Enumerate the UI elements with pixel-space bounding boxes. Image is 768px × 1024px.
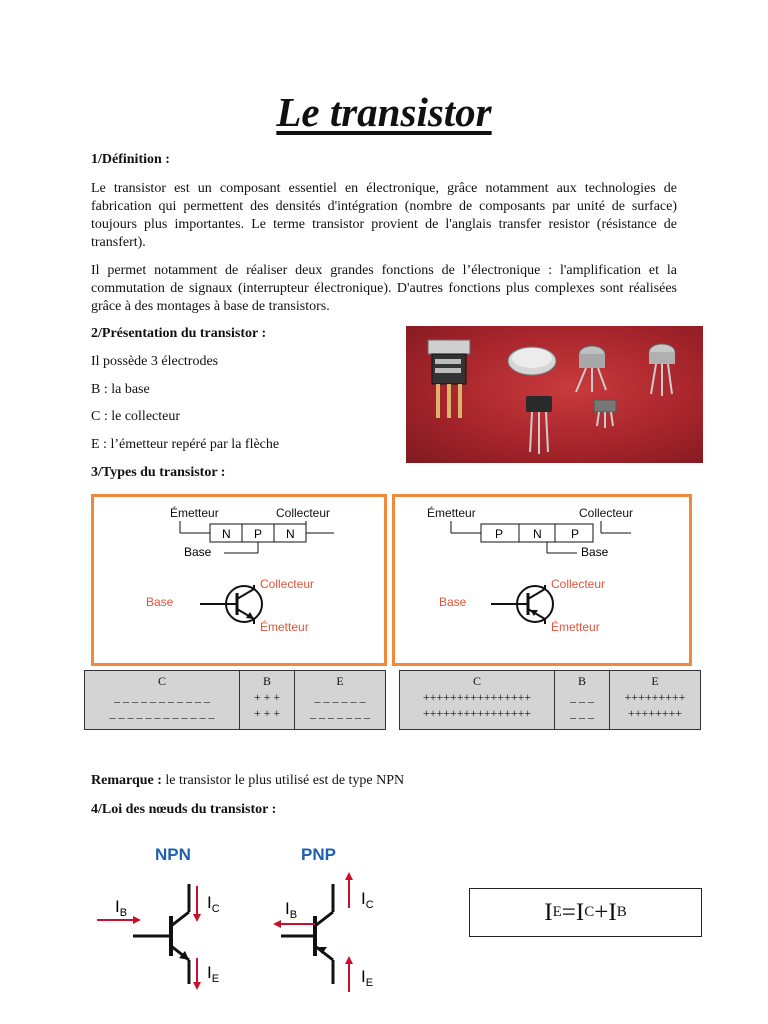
pnp-header-b: B <box>577 674 586 688</box>
pnp-symbol-collector: Collecteur <box>551 577 606 591</box>
heading-presentation: 2/Présentation du transistor : <box>91 326 267 341</box>
npn-emitter-label: Émetteur <box>170 506 219 520</box>
formula-ie-letter: I <box>544 898 553 926</box>
remark-label: Remarque : <box>91 773 162 788</box>
electrode-base: B : la base <box>91 382 150 397</box>
electrode-count: Il possède 3 électrodes <box>91 354 219 369</box>
npn-symbol-collector: Collecteur <box>260 577 315 591</box>
pnp-cell-n: N <box>533 527 542 541</box>
npn-b-row1: + + + <box>253 690 281 704</box>
definition-paragraph-1: Le transistor est un composant essentiel en électronique, grâce notamment aux technologies de fabrication qui permettent des densités d'intégration (nombre de composants par unité de surface) toujours plus importantes. Le terme transistor provient de l'anglais transfer resistor (résistance de transfert). <box>91 181 677 250</box>
pnp-col-e <box>610 671 701 730</box>
heading-types: 3/Types du transistor : <box>91 465 226 480</box>
pnp-charge-table <box>399 670 701 730</box>
remark-text: le transistor le plus utilisé est de type NPN <box>161 773 405 788</box>
npn-e-row1: _ _ _ _ _ _ <box>314 690 366 704</box>
pnp-col-c <box>400 671 555 730</box>
pnp-ic-label: $I_C$ <box>361 889 374 911</box>
current-diagram <box>91 832 391 1010</box>
npn-base-label: Base <box>184 545 212 559</box>
pnp-header-e: E <box>651 674 659 688</box>
pnp-e-row2: ++++++++ <box>627 706 683 720</box>
npn-collector-label: Collecteur <box>276 506 331 520</box>
npn-ib-label: $I_B$ <box>115 897 128 919</box>
npn-cell-p: P <box>254 527 263 541</box>
pnp-emitter-label: Émetteur <box>427 506 476 520</box>
npn-b-row2: + + + <box>253 706 281 720</box>
npn-cell-n2: N <box>286 527 295 541</box>
npn-col-b <box>240 671 295 730</box>
pnp-diagram-panel <box>392 494 692 666</box>
heading-definition: 1/Définition : <box>91 152 170 167</box>
electrode-collector: C : le collecteur <box>91 409 181 424</box>
npn-header-b: B <box>262 674 271 688</box>
npn-col-e <box>295 671 386 730</box>
pnp-collector-label: Collecteur <box>579 506 634 520</box>
formula-plus: + <box>594 898 609 926</box>
pnp-cell-p2: P <box>571 527 580 541</box>
npn-c-row1: _ _ _ _ _ _ _ _ _ _ _ <box>114 690 210 704</box>
formula-ie-sub: E <box>552 904 562 920</box>
formula-equals: = <box>561 898 576 926</box>
npn-e-row2: _ _ _ _ _ _ _ <box>310 706 370 720</box>
pnp-title: PNP <box>301 845 336 864</box>
npn-c-row2: _ _ _ _ _ _ _ _ _ _ _ _ <box>109 706 215 720</box>
formula-ib-letter: I <box>608 898 617 926</box>
remark <box>91 773 404 789</box>
electrode-emitter: E : l’émetteur repéré par la flèche <box>91 437 280 452</box>
npn-title: NPN <box>155 845 191 864</box>
formula-ib-sub: B <box>616 904 627 920</box>
pnp-ie-label: $I_E$ <box>361 967 374 989</box>
pnp-cell-p1: P <box>495 527 504 541</box>
pnp-e-row1: +++++++++ <box>624 690 686 704</box>
npn-ic-label: $I_C$ <box>207 893 220 915</box>
npn-charge-table <box>84 670 386 730</box>
node-law-formula <box>469 888 702 937</box>
npn-cell-n1: N <box>222 527 231 541</box>
npn-symbol-emitter: Émetteur <box>260 620 309 634</box>
pnp-col-b <box>555 671 610 730</box>
npn-col-c <box>85 671 240 730</box>
npn-header-e: E <box>336 674 344 688</box>
pnp-c-row1: ++++++++++++++++ <box>422 690 532 704</box>
pnp-header-c: C <box>472 674 481 688</box>
npn-symbol-base: Base <box>146 595 174 609</box>
pnp-symbol-base: Base <box>439 595 467 609</box>
heading-node-law: 4/Loi des nœuds du transistor : <box>91 802 277 817</box>
npn-diagram-panel <box>91 494 387 666</box>
formula-ic-sub: C <box>584 904 595 920</box>
pnp-symbol-emitter: Émetteur <box>551 620 600 634</box>
pnp-ib-label: $I_B$ <box>285 899 298 921</box>
transistors-photo <box>406 326 703 463</box>
pnp-c-row2: ++++++++++++++++ <box>422 706 532 720</box>
transistors-illustration <box>406 326 703 463</box>
npn-header-c: C <box>157 674 166 688</box>
page-title: Le transistor <box>276 89 492 135</box>
formula-ic-letter: I <box>575 898 585 926</box>
definition-paragraph-2: Il permet notamment de réaliser deux grandes fonctions de l’électronique : l'amplification et la commutation de signaux (interrupteur électronique). D'autres fonctions plus complexes sont réalisées grâce à des montages à base de transistors. <box>91 263 677 314</box>
pnp-base-label: Base <box>581 545 609 559</box>
pnp-b-row1: _ _ _ <box>570 690 594 704</box>
pnp-b-row2: _ _ _ <box>570 706 594 720</box>
npn-ie-label: $I_E$ <box>207 963 220 985</box>
